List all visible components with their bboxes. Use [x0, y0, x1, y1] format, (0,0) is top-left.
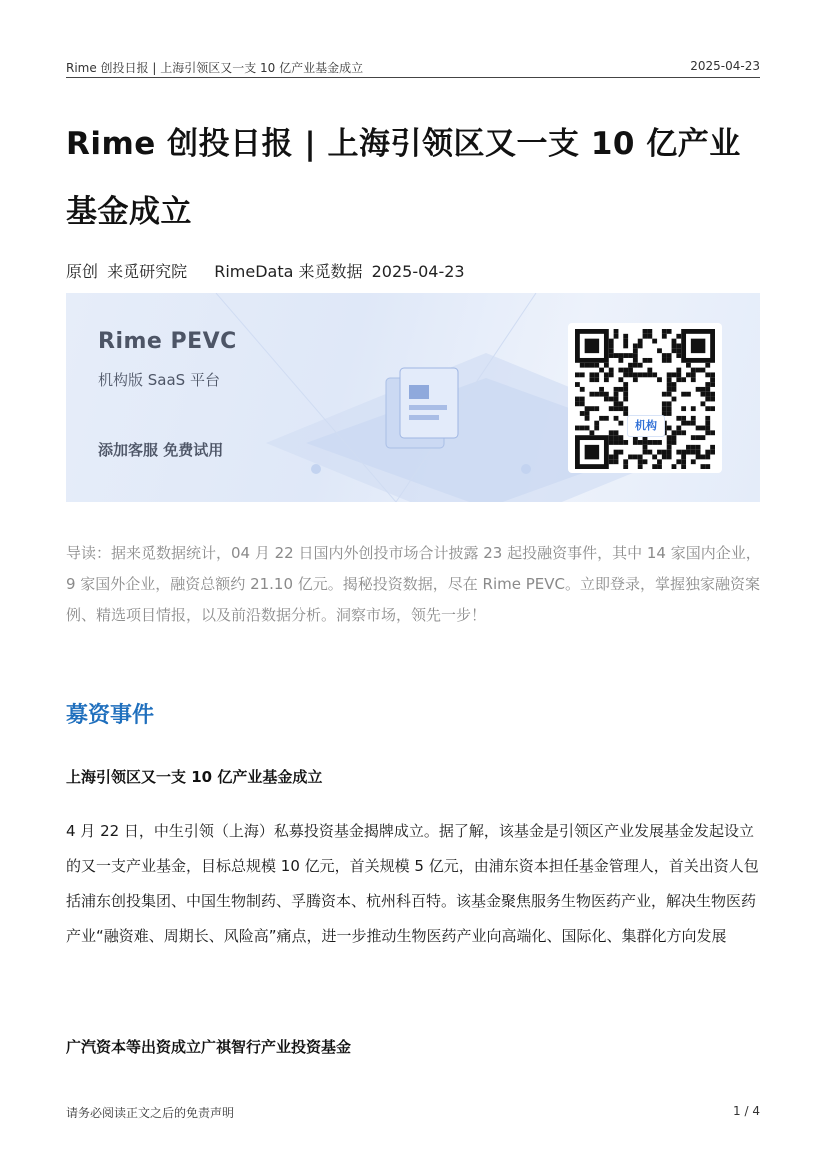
qr-code-icon [575, 329, 715, 469]
item-body: 4 月 22 日，中生引领（上海）私募投资基金揭牌成立。据了解，该基金是引领区产业发展基金发起设立的又一支产业基金，目标总规模 10 亿元，首关规模 5 亿元，由浦东资本担任基金管理人，首关出资人包括浦东创投集团、中国生物制药、孚腾资本、杭州科百特。该基金聚焦服务生物医药产业，解决生物医药产业“融资难、周期长、风险高”痛点，进一步推动生物医药产业向高端化、国际化、集群化方向发展 [66, 822, 759, 945]
qr-label: 机构 [627, 415, 665, 437]
qr-code[interactable] [568, 323, 722, 473]
banner-subtitle: 机构版 SaaS 平台 [98, 371, 220, 389]
byline-author[interactable]: 来觅研究院 [107, 262, 188, 281]
running-header-title: Rime 创投日报 | 上海引领区又一支 10 亿产业基金成立 [66, 61, 364, 75]
item-title: 上海引领区又一支 10 亿产业基金成立 [66, 768, 323, 786]
page-number: 1 / 4 [733, 1104, 760, 1118]
footer-disclaimer: 请务必阅读正文之后的免责声明 [66, 1106, 235, 1120]
byline-date: 2025-04-23 [371, 262, 465, 281]
banner-brand: Rime PEVC [98, 329, 237, 354]
item-title: 广汽资本等出资成立广祺智行产业投资基金 [66, 1038, 352, 1056]
promo-banner[interactable] [66, 293, 760, 502]
banner-cta[interactable]: 添加客服 免费试用 [98, 441, 224, 459]
byline [66, 259, 469, 282]
section-heading: 募资事件 [66, 703, 155, 728]
intro-paragraph: 导读：据来觅数据统计，04 月 22 日国内外创投市场合计披露 23 起投融资事件，其中 14 家国内企业，9 家国外企业，融资总额约 21.10 亿元。揭秘投资数据，尽在 Rime PEVC。立即登录，掌握独家融资案例、精选项目情报，以及前沿数据分析。洞察市场，领先一步！ [66, 544, 761, 624]
article-title: Rime 创投日报 | 上海引领区又一支 10 亿产业基金成立 [66, 126, 741, 230]
running-header [66, 59, 760, 78]
page-footer [66, 1104, 760, 1121]
byline-source[interactable]: RimeData 来觅数据 [214, 262, 363, 281]
byline-original-tag: 原创 [66, 262, 99, 281]
running-header-date: 2025-04-23 [690, 59, 760, 73]
